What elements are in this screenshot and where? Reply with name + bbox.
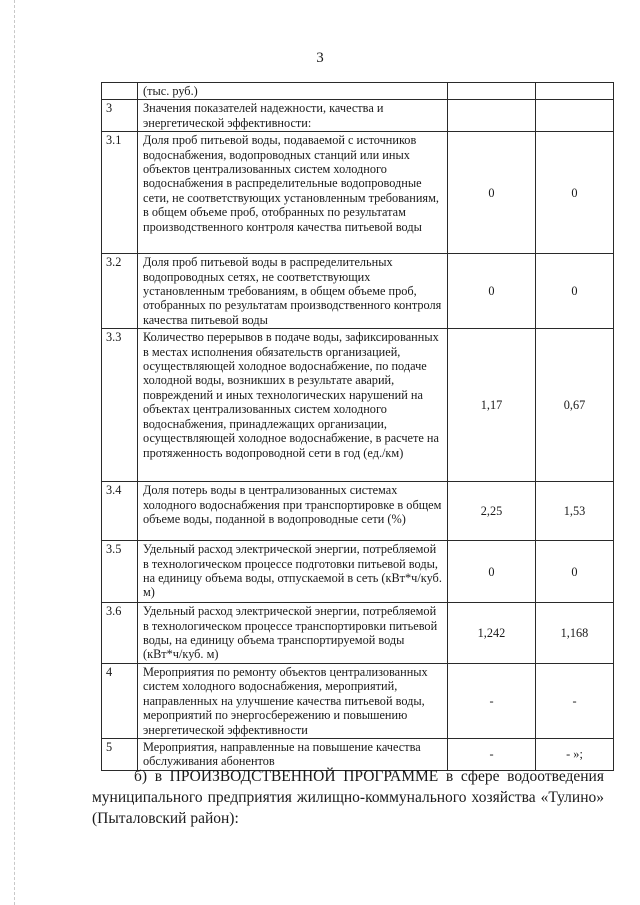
row-value-1 — [448, 100, 536, 132]
row-value-1: - — [448, 663, 536, 738]
row-value-1: 0 — [448, 132, 536, 254]
row-number: 3 — [102, 100, 138, 132]
row-number: 3.3 — [102, 329, 138, 482]
table-row — [102, 541, 614, 603]
row-number: 3.2 — [102, 254, 138, 329]
row-value-2: 0,67 — [536, 329, 614, 482]
row-description: Удельный расход электрической энергии, потребляемой в технологическом процессе транспортировки питьевой воды, на единицу объема транспортируемой воды (кВт*ч/куб. м) — [138, 603, 448, 664]
row-number: 5 — [102, 738, 138, 770]
row-number: 3.1 — [102, 132, 138, 254]
row-value-2: 0 — [536, 254, 614, 329]
table-row — [102, 254, 614, 329]
row-value-2 — [536, 100, 614, 132]
table-row — [102, 132, 614, 254]
row-description: Значения показателей надежности, качества и энергетической эффективности: — [138, 100, 448, 132]
row-value-1: 2,25 — [448, 482, 536, 541]
row-description: Доля проб питьевой воды в распределительных водопроводных сетях, не соответствующих установленным требованиям, в общем объеме проб, отобранных по результатам производственного контроля качества питьевой воды — [138, 254, 448, 329]
row-description: Доля проб питьевой воды, подаваемой с источников водоснабжения, водопроводных станций или иных объектов централизованных систем холодного водоснабжения в распределительные водопроводные сети, не соответствующих установленным требованиям, в общем объеме проб, отобранных по результатам производственного контроля качества питьевой воды — [138, 132, 448, 254]
indicators-table — [101, 82, 614, 771]
row-description: (тыс. руб.) — [138, 83, 448, 100]
table-row — [102, 482, 614, 541]
row-value-1: - — [448, 738, 536, 770]
row-description: Количество перерывов в подаче воды, зафиксированных в местах исполнения обязательств организацией, осуществляющей холодное водоснабжение, по подаче холодной воды, возникших в результате аварий, повреждений и иных технологических нарушений на объектах централизованных систем холодного водоснабжения, принадлежащих организации, осуществляющей холодное водоснабжение, в расчете на протяженность водопроводной сети в год (ед./км) — [138, 329, 448, 482]
table-row — [102, 100, 614, 132]
scan-edge — [14, 0, 17, 905]
row-description: Удельный расход электрической энергии, потребляемой в технологическом процессе подготовки питьевой воды, на единицу объема воды, отпускаемой в сеть (кВт*ч/куб. м) — [138, 541, 448, 603]
row-value-2: - »; — [536, 738, 614, 770]
row-value-2 — [536, 83, 614, 100]
row-value-2: 1,53 — [536, 482, 614, 541]
row-number — [102, 83, 138, 100]
row-description: Мероприятия, направленные на повышение качества обслуживания абонентов — [138, 738, 448, 770]
row-value-2: 0 — [536, 132, 614, 254]
row-value-1: 0 — [448, 541, 536, 603]
row-number: 3.5 — [102, 541, 138, 603]
row-value-1: 1,17 — [448, 329, 536, 482]
row-number: 4 — [102, 663, 138, 738]
row-description: Мероприятия по ремонту объектов централизованных систем холодного водоснабжения, мероприятий, направленных на улучшение качества питьевой воды, мероприятий по энергосбережению и повышению энергетической эффективности — [138, 663, 448, 738]
row-description: Доля потерь воды в централизованных системах холодного водоснабжения при транспортировке в общем объеме воды, поданной в водопроводные сети (%) — [138, 482, 448, 541]
row-number: 3.6 — [102, 603, 138, 664]
row-value-2: 0 — [536, 541, 614, 603]
row-number: 3.4 — [102, 482, 138, 541]
table-row — [102, 329, 614, 482]
production-program-paragraph — [92, 766, 604, 829]
paragraph-text: б) в ПРОИЗВОДСТВЕННОЙ ПРОГРАММЕ в сфере водоотведения муниципального предприятия жилищно-коммунального хозяйства «Тулино» (Пыталовский район): — [92, 768, 604, 827]
table-row — [102, 83, 614, 100]
table-row — [102, 663, 614, 738]
page-number: 3 — [316, 50, 324, 66]
row-value-1: 1,242 — [448, 603, 536, 664]
row-value-2: - — [536, 663, 614, 738]
row-value-2: 1,168 — [536, 603, 614, 664]
table-row — [102, 603, 614, 664]
row-value-1 — [448, 83, 536, 100]
row-value-1: 0 — [448, 254, 536, 329]
